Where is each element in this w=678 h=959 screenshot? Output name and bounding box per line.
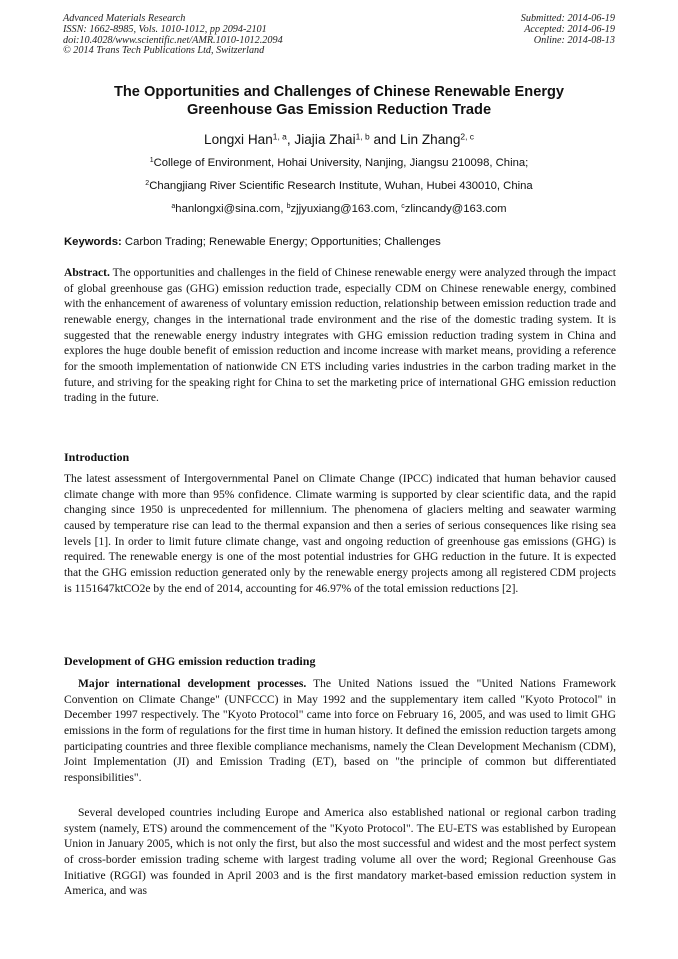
keywords-text: Carbon Trading; Renewable Energy; Opportunities; Challenges — [121, 236, 441, 248]
accepted-date: Accepted: 2014-06-19 — [524, 23, 615, 35]
author-list — [40, 131, 638, 149]
introduction-paragraph: The latest assessment of Intergovernmental Panel on Climate Change (IPCC) indicated that human behavior caused climate change with more than 95% confidence. Climate warming is supported by clear scientific data, and the rapid changing since 1950 is unprecedented for millennium. The phenomena of glaciers melting and seawater warming caused by temperature rise can lead to the thermal expansion and then a series of serious consequences like rising sea levels [1]. In order to limit future climate change, vast and ongoing reduction of greenhouse gas emissions (GHG) is required. The renewable energy is one of the most potential industries for GHG reduction in the future. It is expected that the GHG emission reduction generated only by the renewable energy projects among all registered CDM projects is 1151647ktCO2e by the end of 2014, accounting for 46.97% of the total emission reductions [2]. — [64, 473, 616, 595]
author-affiliation-mark: 2, c — [460, 131, 474, 142]
author-affiliation-mark: 1, a — [272, 131, 287, 142]
email-address[interactable]: hanlongxi@sina.com, — [175, 203, 287, 215]
section-heading-development: Development of GHG emission reduction trading — [64, 654, 316, 668]
author-affiliation-mark: 1, b — [355, 131, 370, 142]
journal-name: Advanced Materials Research — [63, 13, 186, 24]
keywords-label: Keywords: — [64, 236, 122, 248]
paper-title — [40, 83, 638, 119]
email-mark: c — [401, 203, 405, 211]
doi-line: doi:10.4028/www.scientific.net/AMR.1010-1012.2094 — [63, 34, 283, 46]
submitted-date: Submitted: 2014-06-19 — [520, 13, 615, 24]
email-address[interactable]: zlincandy@163.com — [404, 203, 507, 215]
online-date: Online: 2014-08-13 — [533, 34, 615, 46]
email-address[interactable]: zjjyuxiang@163.com, — [290, 203, 402, 215]
submission-dates — [521, 14, 615, 46]
section-heading-introduction: Introduction — [64, 450, 130, 464]
paragraph-text: The United Nations issued the "United Nations Framework Convention on Climate Change" (UNFCCC) in May 1992 and the supplementary item called "Kyoto Protocol" in December 1997 respectively. The "Kyoto Protocol" came into force on February 16, 2005, and was used to limit GHG emissions in the form of regulations for the first time in human history. It defined the emission reduction targets among participating countries and three flexible compliance mechanisms, namely the Clean Development Mechanism (CDM), Joint Implementation (JI) and Emission Trading (ET), based on "the principle of common but differentiated responsibilities". — [64, 678, 617, 784]
author-name: Jiajia Zhai — [294, 132, 356, 147]
affiliation-text: Changjiang River Scientific Research Institute, Wuhan, Hubei 430010, China — [149, 180, 533, 192]
copyright-line: © 2014 Trans Tech Publications Ltd, Switzerland — [63, 45, 265, 57]
abstract — [64, 266, 616, 407]
keywords — [64, 235, 616, 249]
title-line-1: The Opportunities and Challenges of Chinese Renewable Energy — [113, 84, 565, 100]
author-name: Lin Zhang — [399, 132, 461, 147]
author-separator: , — [286, 132, 295, 147]
title-line-2: Greenhouse Gas Emission Reduction Trade — [186, 102, 492, 118]
affiliation-text: College of Environment, Hohai University, Nanjing, Jiangsu 210098, China; — [153, 157, 529, 169]
email-mark: a — [171, 203, 176, 211]
author-name: Longxi Han — [204, 132, 273, 147]
affiliation-1 — [40, 156, 638, 170]
development-paragraph-2: Several developed countries including Europe and America also established national or regional carbon trading system (namely, ETS) around the commencement of the "Kyoto Protocol". The EU-ETS was established by European Union in January 2005, which is not only the first, but also the most successful and widest and the most perfect system of cross-border emission trading scheme with largest trading volume all over the word; Regional Greenhouse Gas Initiative (RGGI) was founded in April 2003 and is the first mandatory market-based emission reduction system in America, and was — [64, 807, 616, 898]
journal-info — [63, 14, 283, 57]
author-emails — [40, 202, 638, 216]
affiliation-mark: 1 — [149, 157, 154, 165]
affiliation-2 — [40, 179, 638, 193]
email-mark: b — [286, 203, 291, 211]
issn-line: ISSN: 1662-8985, Vols. 1010-1012, pp 2094-2101 — [63, 23, 267, 35]
affiliation-mark: 2 — [145, 180, 150, 188]
author-separator: and — [369, 132, 400, 147]
paragraph-lead-in: Major international development processes. — [78, 678, 307, 690]
abstract-label: Abstract. — [64, 267, 110, 279]
abstract-text: The opportunities and challenges in the field of Chinese renewable energy were analyzed through the impact of global greenhouse gas (GHG) emission reduction trade, especially CDM on Chinese renewable energy, combined with the enhancement of awareness of voluntary emission reduction, relationship between emission reduction trade and renewable energy, changes in the international trade environment and the rise of the domestic trading system. It is suggested that the renewable energy industry integrates with GHG emission reduction trading system in China and explores the huge double benefit of emission reduction and income increase with market means, providing a reference for the smooth implementation of nationwide CN ETS including varies industries in the carbon trading market in the future, and striving for the speaking right for China to set the marketing price of international GHG emission reduction trading in the future. — [64, 267, 616, 405]
development-paragraph-1 — [64, 677, 616, 787]
